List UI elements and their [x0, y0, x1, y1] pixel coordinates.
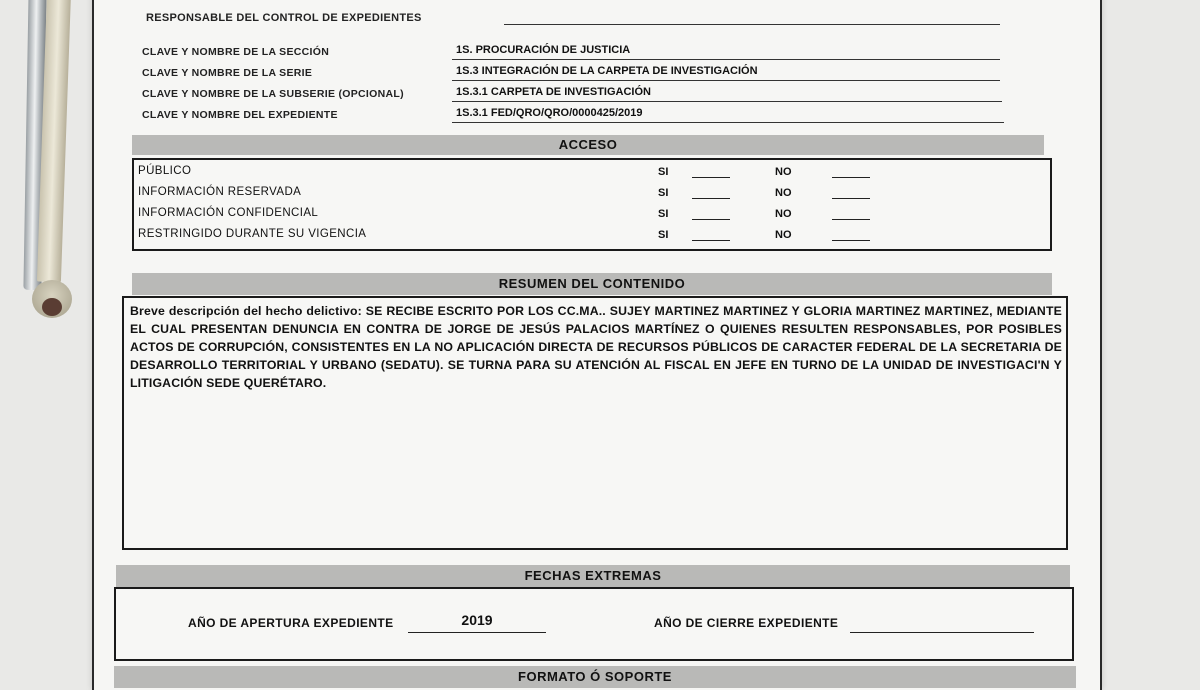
fechas-header: FECHAS EXTREMAS	[116, 565, 1070, 587]
acceso-si-blank	[692, 177, 730, 178]
resumen-lead: Breve descripción del hecho delictivo:	[130, 304, 362, 318]
resumen-header: RESUMEN DEL CONTENIDO	[132, 273, 1052, 295]
acceso-si-blank	[692, 219, 730, 220]
acceso-no-label: NO	[775, 229, 792, 241]
acceso-row-label: INFORMACIÓN RESERVADA	[138, 186, 302, 198]
resumen-body: SE RECIBE ESCRITO POR LOS CC.MA.. SUJEY MARTINEZ MARTINEZ Y GLORIA MARTINEZ MARTINEZ, MEDIANTE EL CUAL PRESENTAN DENUNCIA EN CONTRA DE JORGE DE JESÚS PALACIOS MARTÍNEZ O QUIENES RESULTEN RESPONSABLES, POR POSIBLES ACTOS DE CORRUPCIÓN, CONSISTENTES EN LA NO APLICACIÓN DIRECTA DE RECURSOS PÚBLICOS DE CARACTER FEDERAL DE LA SECRETARIA DE DESARROLLO TERRITORIAL Y URBANO (SEDATU). SE TURNA PARA SU ATENCIÓN AL FISCAL EN JEFE EN TURNO DE LA UNIDAD DE INVESTIGACI'N Y LITIGACIÓN SEDE QUERÉTARO.	[130, 304, 1062, 390]
expediente-value: 1S.3.1 FED/QRO/QRO/0000425/2019	[452, 107, 1004, 123]
serie-value: 1S.3 INTEGRACIÓN DE LA CARPETA DE INVESTIGACIÓN	[452, 65, 1000, 81]
acceso-si-label: SI	[658, 187, 669, 199]
seccion-label: CLAVE Y NOMBRE DE LA SECCIÓN	[142, 46, 330, 58]
acceso-si-blank	[692, 240, 730, 241]
acceso-no-label: NO	[775, 187, 792, 199]
acceso-si-label: SI	[658, 208, 669, 220]
acceso-si-blank	[692, 198, 730, 199]
acceso-row-label: RESTRINGIDO DURANTE SU VIGENCIA	[138, 228, 367, 240]
resumen-box	[122, 296, 1068, 550]
acceso-row-label: PÚBLICO	[138, 165, 192, 177]
cierre-value	[850, 612, 1034, 633]
binder-clip	[12, 0, 82, 320]
acceso-box	[132, 158, 1052, 251]
acceso-no-blank	[832, 240, 870, 241]
acceso-no-label: NO	[775, 208, 792, 220]
expediente-label: CLAVE Y NOMBRE DEL EXPEDIENTE	[142, 109, 338, 121]
subserie-label: CLAVE Y NOMBRE DE LA SUBSERIE (OPCIONAL)	[142, 88, 404, 100]
subserie-value: 1S.3.1 CARPETA DE INVESTIGACIÓN	[452, 86, 1002, 102]
formato-header: FORMATO Ó SOPORTE	[114, 666, 1076, 688]
acceso-no-blank	[832, 177, 870, 178]
serie-label: CLAVE Y NOMBRE DE LA SERIE	[142, 67, 313, 79]
acceso-row-label: INFORMACIÓN CONFIDENCIAL	[138, 207, 319, 219]
apertura-value: 2019	[408, 612, 546, 633]
fechas-box	[114, 587, 1074, 661]
acceso-no-blank	[832, 219, 870, 220]
acceso-header: ACCESO	[132, 135, 1044, 155]
acceso-no-blank	[832, 198, 870, 199]
seccion-value: 1S. PROCURACIÓN DE JUSTICIA	[452, 44, 1000, 60]
responsable-line	[504, 24, 1000, 25]
acceso-si-label: SI	[658, 166, 669, 178]
document-page	[92, 0, 1102, 690]
clip-knob	[32, 280, 72, 318]
apertura-label: AÑO DE APERTURA EXPEDIENTE	[188, 616, 394, 630]
acceso-no-label: NO	[775, 166, 792, 178]
acceso-si-label: SI	[658, 229, 669, 241]
resumen-text	[130, 302, 1062, 392]
cierre-label: AÑO DE CIERRE EXPEDIENTE	[654, 616, 839, 630]
responsable-label: RESPONSABLE DEL CONTROL DE EXPEDIENTES	[146, 12, 422, 24]
